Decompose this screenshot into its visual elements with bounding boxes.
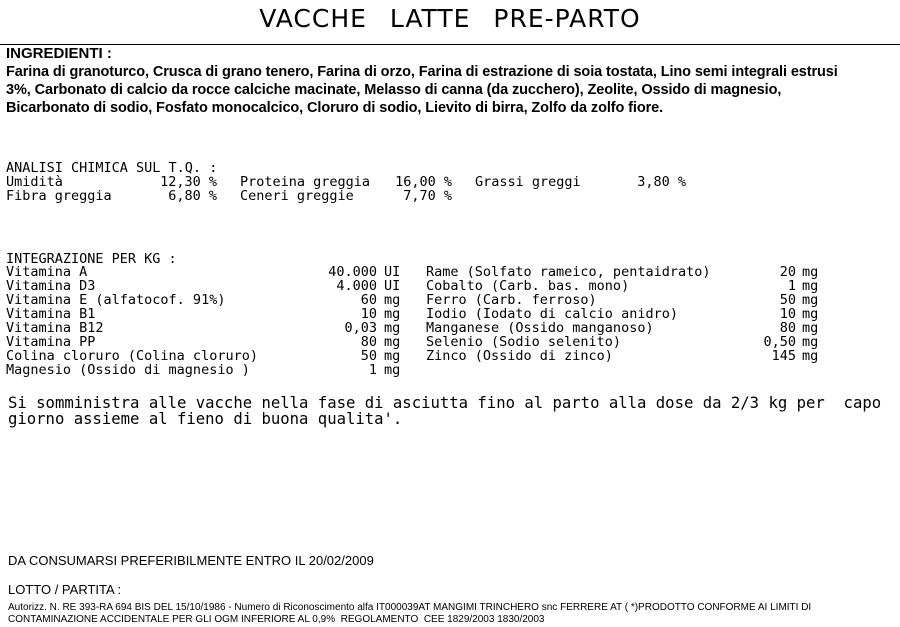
integration-unit: mg xyxy=(802,320,819,336)
integration-label: Iodio (Iodato di calcio anidro) xyxy=(426,306,678,322)
integration-unit: mg xyxy=(384,320,401,336)
authorization-text xyxy=(8,602,811,626)
analysis-value: 7,70 % xyxy=(403,188,452,204)
integration-label: Vitamina B1 xyxy=(6,306,96,322)
integration-value: 10 xyxy=(779,306,796,322)
ingredients-line: 3%, Carbonato di calcio da rocce calciche macinate, Melasso di canna (da zucchero), Zeolite, Ossido di magnesio, xyxy=(6,82,782,98)
integration-value: 0,03 xyxy=(344,320,377,336)
title-bar xyxy=(0,0,900,45)
analysis-heading: ANALISI CHIMICA SUL T.Q. : xyxy=(6,160,218,176)
integration-label: Vitamina D3 xyxy=(6,278,96,294)
expiry-text: DA CONSUMARSI PREFERIBILMENTE ENTRO IL 20/02/2009 xyxy=(8,553,374,568)
integration-unit: mg xyxy=(384,292,401,308)
analysis-label: Ceneri greggie xyxy=(240,188,354,204)
integration-unit: mg xyxy=(384,362,401,378)
integration-unit: mg xyxy=(384,348,401,364)
integration-unit: mg xyxy=(802,306,819,322)
integration-value: 0,50 xyxy=(763,334,796,350)
integration-unit: mg xyxy=(802,264,819,280)
integration-label: Cobalto (Carb. bas. mono) xyxy=(426,278,630,294)
authorization-line: CONTAMINAZIONE ACCIDENTALE PER GLI OGM INFERIORE AL 0,9% REGOLAMENTO CEE 1829/2003 1830/2003 xyxy=(8,614,545,625)
integration-label: Ferro (Carb. ferroso) xyxy=(426,292,597,308)
ingredients-line: Farina di granoturco, Crusca di grano tenero, Farina di orzo, Farina di estrazione di soia tostata, Lino semi integrali estrusi xyxy=(6,64,838,80)
analysis-value: 16,00 % xyxy=(395,174,452,190)
integration-label: Vitamina A xyxy=(6,264,88,280)
analysis-label: Umidità xyxy=(6,174,63,190)
integration-value: 10 xyxy=(360,306,377,322)
integration-unit: mg xyxy=(384,334,401,350)
lot-label: LOTTO / PARTITA : xyxy=(8,582,122,597)
page-title: VACCHE LATTE PRE-PARTO xyxy=(259,4,641,33)
integration-label: Colina cloruro (Colina cloruro) xyxy=(6,348,258,364)
integration-heading: INTEGRAZIONE PER KG : xyxy=(6,251,177,267)
integration-value: 40.000 xyxy=(328,264,377,280)
integration-value: 1 xyxy=(787,278,796,294)
integration-label: Vitamina B12 xyxy=(6,320,104,336)
ingredients-line: Bicarbonato di sodio, Fosfato monocalcico, Cloruro di sodio, Lievito di birra, Zolfo da zolfo fiore. xyxy=(6,100,664,116)
analysis-label: Proteina greggia xyxy=(240,174,371,190)
instructions-line: Si somministra alle vacche nella fase di asciutta fino al parto alla dose da 2/3 kg per capo xyxy=(8,394,882,412)
integration-value: 20 xyxy=(779,264,796,280)
analysis-value: 12,30 % xyxy=(160,174,217,190)
integration-label: Zinco (Ossido di zinco) xyxy=(426,348,613,364)
instructions-line: giorno assieme al fieno di buona qualita'. xyxy=(8,410,403,428)
ingredients-heading: INGREDIENTI : xyxy=(6,45,112,62)
analysis-value: 6,80 % xyxy=(168,188,217,204)
authorization-line: Autorizz. N. RE 393-RA 694 BIS DEL 15/10/1986 - Numero di Riconoscimento alfa IT000039AT MANGIMI TRINCHERO snc FERRERE AT ( *)PRODOTTO CONFORME AI LIMITI DI xyxy=(8,602,812,613)
integration-unit: UI xyxy=(384,278,401,294)
integration-unit: mg xyxy=(802,334,819,350)
analysis-value: 3,80 % xyxy=(637,174,686,190)
integration-value: 50 xyxy=(360,348,377,364)
integration-unit: mg xyxy=(802,278,819,294)
integration-unit: UI xyxy=(384,264,401,280)
integration-label: Manganese (Ossido manganoso) xyxy=(426,320,654,336)
analysis-label: Fibra greggia xyxy=(6,188,112,204)
integration-unit: mg xyxy=(802,292,819,308)
integration-label: Selenio (Sodio selenito) xyxy=(426,334,622,350)
analysis-label: Grassi greggi xyxy=(475,174,581,190)
integration-unit: mg xyxy=(384,306,401,322)
integration-value: 80 xyxy=(779,320,796,336)
integration-unit: mg xyxy=(802,348,819,364)
integration-value: 50 xyxy=(779,292,796,308)
integration-value: 4.000 xyxy=(336,278,377,294)
integration-value: 145 xyxy=(771,348,796,364)
integration-label: Rame (Solfato rameico, pentaidrato) xyxy=(426,264,711,280)
integration-value: 60 xyxy=(360,292,377,308)
integration-label: Vitamina E (alfatocof. 91%) xyxy=(6,292,226,308)
integration-value: 80 xyxy=(360,334,377,350)
integration-label: Vitamina PP xyxy=(6,334,96,350)
integration-value: 1 xyxy=(368,362,377,378)
integration-label: Magnesio (Ossido di magnesio ) xyxy=(6,362,250,378)
